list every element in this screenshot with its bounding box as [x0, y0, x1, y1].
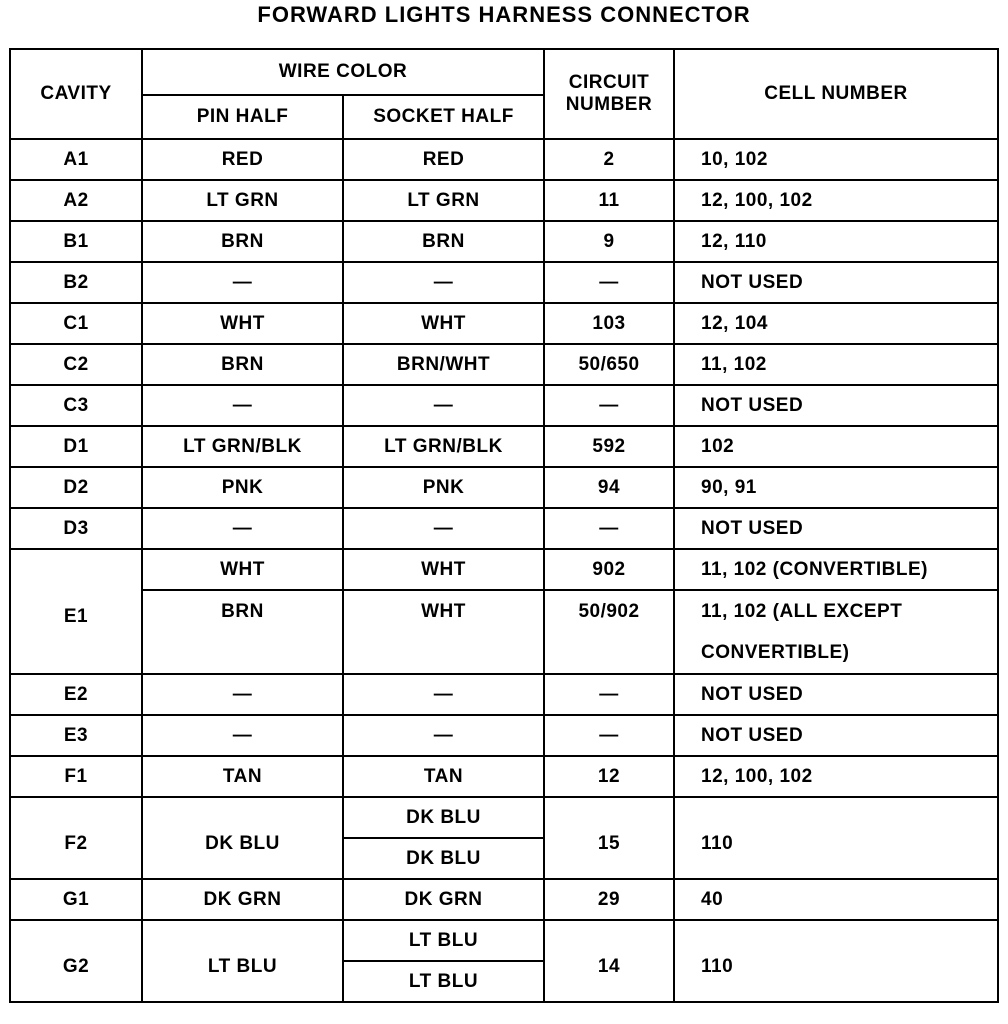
cavity-cell: C1 [10, 303, 142, 344]
socket-half-cell: LT GRN/BLK [343, 426, 544, 467]
table-row [10, 344, 998, 385]
circuit-number-cell: — [544, 674, 674, 715]
table-row [10, 221, 998, 262]
table-row [10, 180, 998, 221]
cell-number-cell: 90, 91 [674, 467, 998, 508]
pin-half-header: PIN HALF [142, 95, 343, 139]
header-row [10, 49, 998, 95]
table-row [10, 715, 998, 756]
pin-half-cell: DK BLU [142, 797, 343, 879]
socket-half-cell: — [343, 715, 544, 756]
circuit-number-cell: 902 [544, 549, 674, 590]
cell-number-cell: 10, 102 [674, 139, 998, 180]
cavity-cell: A1 [10, 139, 142, 180]
connector-table [9, 48, 999, 1003]
cavity-cell: F2 [10, 797, 142, 879]
wire-color-header: WIRE COLOR [142, 49, 544, 95]
socket-half-cell: LT BLU [343, 961, 544, 1002]
pin-half-cell: WHT [142, 549, 343, 590]
socket-half-cell: DK BLU [343, 838, 544, 879]
socket-half-cell: LT GRN [343, 180, 544, 221]
pin-half-cell: PNK [142, 467, 343, 508]
circuit-number-cell: 9 [544, 221, 674, 262]
pin-half-cell: — [142, 385, 343, 426]
cavity-cell: E3 [10, 715, 142, 756]
cell-number-cell: 12, 100, 102 [674, 756, 998, 797]
table-row [10, 590, 998, 674]
cavity-cell: D3 [10, 508, 142, 549]
cell-number-cell: 110 [674, 797, 998, 879]
cavity-header: CAVITY [10, 49, 142, 139]
cavity-cell: F1 [10, 756, 142, 797]
circuit-number-cell: 2 [544, 139, 674, 180]
socket-half-cell: LT BLU [343, 920, 544, 961]
cell-number-cell: NOT USED [674, 262, 998, 303]
socket-half-cell: RED [343, 139, 544, 180]
cavity-cell: D2 [10, 467, 142, 508]
pin-half-cell: WHT [142, 303, 343, 344]
pin-half-cell: — [142, 262, 343, 303]
circuit-number-cell: 103 [544, 303, 674, 344]
table-row [10, 879, 998, 920]
pin-half-cell: BRN [142, 590, 343, 674]
cell-number-line: CONVERTIBLE) [701, 642, 850, 663]
socket-half-cell: TAN [343, 756, 544, 797]
circuit-number-cell: 94 [544, 467, 674, 508]
circuit-number-cell: 50/902 [544, 590, 674, 674]
table-row [10, 674, 998, 715]
page-title: FORWARD LIGHTS HARNESS CONNECTOR [257, 2, 751, 27]
pin-half-cell: BRN [142, 221, 343, 262]
cavity-cell: D1 [10, 426, 142, 467]
cavity-cell: B2 [10, 262, 142, 303]
table-row [10, 467, 998, 508]
cell-number-cell: NOT USED [674, 674, 998, 715]
cell-number-cell: 40 [674, 879, 998, 920]
circuit-number-cell: — [544, 385, 674, 426]
socket-half-cell: — [343, 385, 544, 426]
socket-half-cell: — [343, 508, 544, 549]
cavity-cell: C2 [10, 344, 142, 385]
circuit-number-cell: 29 [544, 879, 674, 920]
cavity-cell: E1 [10, 549, 142, 674]
circuit-number-cell: 11 [544, 180, 674, 221]
circuit-number-cell: 592 [544, 426, 674, 467]
cell-number-cell: NOT USED [674, 715, 998, 756]
pin-half-cell: DK GRN [142, 879, 343, 920]
pin-half-cell: LT BLU [142, 920, 343, 1002]
socket-half-cell: WHT [343, 303, 544, 344]
circuit-number-cell: 50/650 [544, 344, 674, 385]
pin-half-cell: — [142, 715, 343, 756]
circuit-number-cell: 12 [544, 756, 674, 797]
table-row [10, 549, 998, 590]
cavity-cell: G1 [10, 879, 142, 920]
socket-half-cell: BRN/WHT [343, 344, 544, 385]
cell-number-line: 11, 102 (ALL EXCEPT [701, 601, 903, 622]
cell-number-cell: 11, 102 (CONVERTIBLE) [674, 549, 998, 590]
table-row [10, 262, 998, 303]
cell-number-cell: 12, 100, 102 [674, 180, 998, 221]
socket-half-header: SOCKET HALF [343, 95, 544, 139]
pin-half-cell: TAN [142, 756, 343, 797]
socket-half-cell: WHT [343, 590, 544, 674]
cell-number-cell: 11, 102 [674, 344, 998, 385]
circuit-number-cell: — [544, 262, 674, 303]
cell-number-cell: 12, 110 [674, 221, 998, 262]
socket-half-cell: — [343, 674, 544, 715]
circuit-number-cell: — [544, 715, 674, 756]
circuit-number-cell: — [544, 508, 674, 549]
cell-number-cell: 12, 104 [674, 303, 998, 344]
table-row [10, 139, 998, 180]
circuit-number-header: CIRCUIT NUMBER [544, 49, 674, 139]
cavity-cell: C3 [10, 385, 142, 426]
pin-half-cell: — [142, 674, 343, 715]
pin-half-cell: BRN [142, 344, 343, 385]
cell-number-cell [674, 590, 998, 674]
table-row [10, 920, 998, 961]
socket-half-cell: WHT [343, 549, 544, 590]
table-row [10, 797, 998, 838]
socket-half-cell: DK BLU [343, 797, 544, 838]
cell-number-cell: 110 [674, 920, 998, 1002]
cell-number-cell: 102 [674, 426, 998, 467]
pin-half-cell: RED [142, 139, 343, 180]
socket-half-cell: DK GRN [343, 879, 544, 920]
circuit-number-cell: 14 [544, 920, 674, 1002]
table-row [10, 756, 998, 797]
cavity-cell: B1 [10, 221, 142, 262]
socket-half-cell: — [343, 262, 544, 303]
table-row [10, 385, 998, 426]
cavity-cell: A2 [10, 180, 142, 221]
cell-number-cell: NOT USED [674, 508, 998, 549]
socket-half-cell: PNK [343, 467, 544, 508]
pin-half-cell: — [142, 508, 343, 549]
table-row [10, 426, 998, 467]
table-row [10, 303, 998, 344]
cell-number-cell: NOT USED [674, 385, 998, 426]
cavity-cell: E2 [10, 674, 142, 715]
circuit-number-cell: 15 [544, 797, 674, 879]
socket-half-cell: BRN [343, 221, 544, 262]
cell-number-header: CELL NUMBER [674, 49, 998, 139]
table-row [10, 508, 998, 549]
pin-half-cell: LT GRN [142, 180, 343, 221]
pin-half-cell: LT GRN/BLK [142, 426, 343, 467]
cavity-cell: G2 [10, 920, 142, 1002]
